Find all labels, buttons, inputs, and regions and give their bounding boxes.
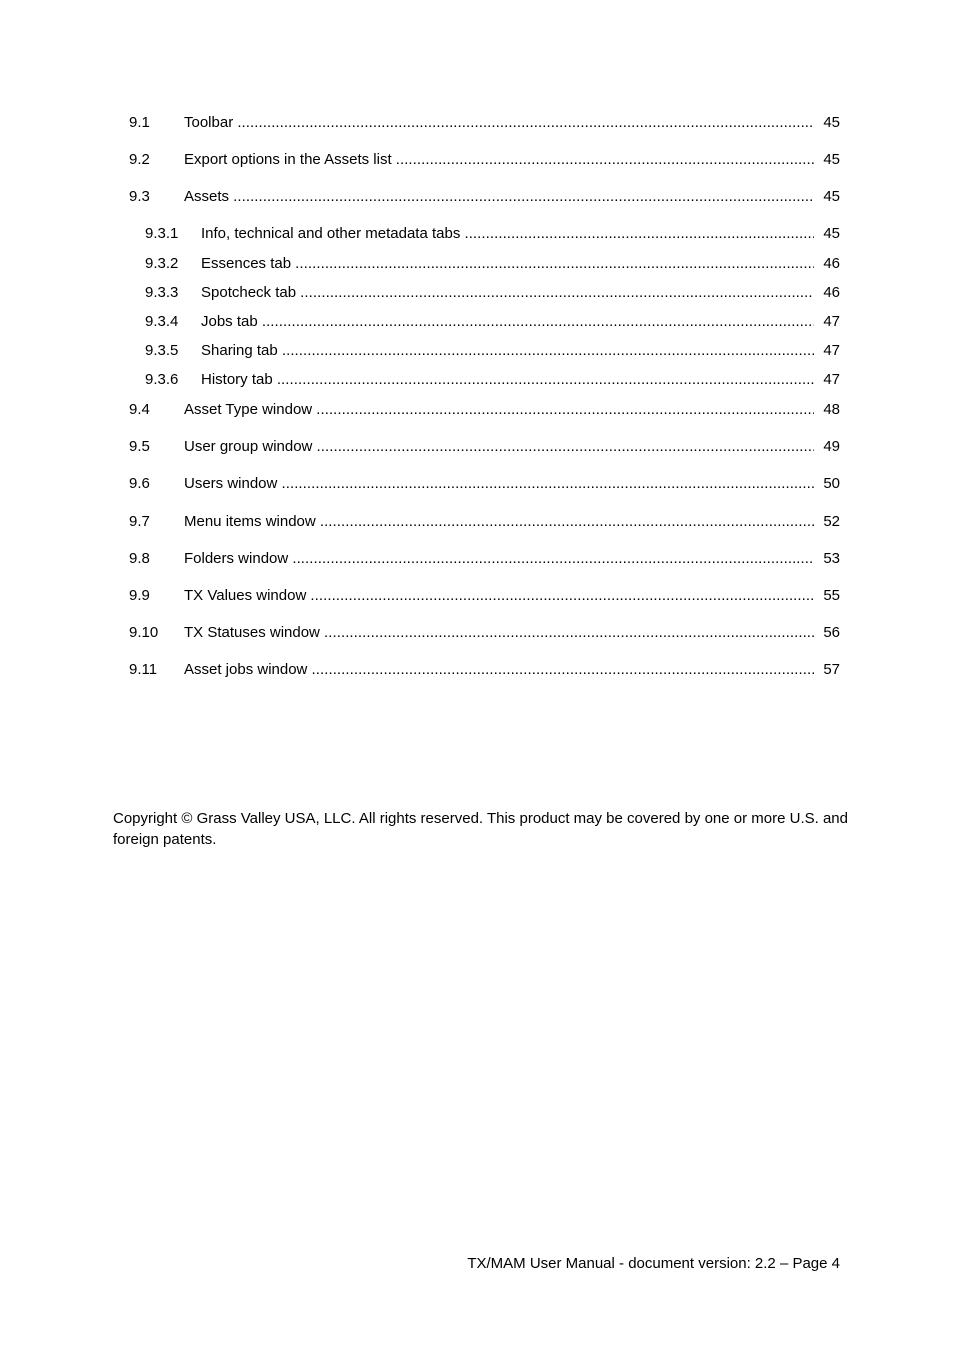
toc-entry-title: TX Statuses window [184, 624, 320, 641]
toc-entry-number: 9.4 [129, 401, 150, 418]
toc-entry-title: User group window [184, 438, 313, 455]
toc-leader-dots [275, 371, 814, 388]
toc-leader-dots [318, 513, 814, 530]
toc-entry-9-3-1[interactable] [145, 224, 840, 244]
toc-entry-title: Export options in the Assets list [184, 151, 392, 168]
toc-leader-dots [280, 342, 814, 359]
toc-entry-number: 9.3.2 [145, 255, 179, 272]
toc-leader-dots [231, 188, 814, 205]
toc-entry-9-3[interactable] [129, 187, 840, 207]
toc-entry-page: 45 [823, 151, 840, 168]
toc-entry-number: 9.7 [129, 513, 150, 530]
toc-entry-number: 9.1 [129, 114, 150, 131]
toc-entry-number: 9.10 [129, 624, 159, 641]
toc-entry-page: 49 [823, 438, 840, 455]
toc-entry-title: TX Values window [184, 587, 307, 604]
toc-entry-page: 47 [823, 313, 840, 330]
toc-leader-dots [322, 624, 814, 641]
toc-entry-number: 9.5 [129, 438, 150, 455]
toc-entry-page: 46 [823, 284, 840, 301]
toc-entry-page: 47 [823, 342, 840, 359]
toc-entry-title: History tab [201, 371, 273, 388]
toc-leader-dots [290, 550, 814, 567]
toc-entry-number: 9.3 [129, 188, 150, 205]
toc-entry-9-10[interactable] [129, 623, 840, 643]
toc-entry-page: 50 [823, 475, 840, 492]
toc-entry-page: 47 [823, 371, 840, 388]
toc-entry-9-11[interactable] [129, 660, 840, 680]
toc-entry-title: Asset jobs window [184, 661, 308, 678]
toc-entry-page: 46 [823, 255, 840, 272]
toc-entry-page: 55 [823, 587, 840, 604]
toc-leader-dots [462, 225, 814, 242]
toc-entry-page: 48 [823, 401, 840, 418]
toc-entry-number: 9.2 [129, 151, 150, 168]
toc-entry-title: Toolbar [184, 114, 234, 131]
toc-entry-number: 9.3.1 [145, 225, 179, 242]
toc-entry-title: Folders window [184, 550, 289, 567]
page-footer: TX/MAM User Manual - document version: 2.2 – Page 4 [467, 1255, 840, 1272]
toc-entry-9-3-2[interactable] [145, 254, 840, 274]
toc-entry-9-8[interactable] [129, 549, 840, 569]
toc-entry-number: 9.8 [129, 550, 150, 567]
toc-leader-dots [314, 401, 814, 418]
toc-entry-number: 9.3.5 [145, 342, 179, 359]
toc-entry-9-6[interactable] [129, 474, 840, 494]
toc-entry-9-9[interactable] [129, 586, 840, 606]
toc-entry-9-3-3[interactable] [145, 283, 840, 303]
toc-leader-dots [308, 587, 814, 604]
toc-leader-dots [298, 284, 814, 301]
toc-entry-title: Essences tab [201, 255, 292, 272]
toc-entry-page: 45 [823, 225, 840, 242]
toc-entry-title: Spotcheck tab [201, 284, 297, 301]
toc-entry-page: 45 [823, 188, 840, 205]
toc-leader-dots [260, 313, 814, 330]
toc-leader-dots [279, 475, 814, 492]
toc-entry-9-1[interactable] [129, 113, 840, 133]
toc-entry-page: 45 [823, 114, 840, 131]
toc-entry-9-7[interactable] [129, 512, 840, 532]
toc-entry-title: Menu items window [184, 513, 316, 530]
toc-entry-title: Info, technical and other metadata tabs [201, 225, 461, 242]
toc-leader-dots [394, 151, 814, 168]
toc-entry-title: Users window [184, 475, 278, 492]
toc-leader-dots [235, 114, 814, 131]
toc-entry-9-3-6[interactable] [145, 370, 840, 390]
toc-leader-dots [293, 255, 814, 272]
toc-leader-dots [314, 438, 814, 455]
toc-leader-dots [309, 661, 814, 678]
toc-entry-9-4[interactable] [129, 400, 840, 420]
toc-entry-number: 9.6 [129, 475, 150, 492]
toc-entry-page: 52 [823, 513, 840, 530]
toc-entry-number: 9.3.6 [145, 371, 179, 388]
toc-entry-number: 9.3.4 [145, 313, 179, 330]
toc-entry-9-3-4[interactable] [145, 312, 840, 332]
toc-entry-page: 57 [823, 661, 840, 678]
toc-entry-number: 9.9 [129, 587, 150, 604]
toc-entry-number: 9.3.3 [145, 284, 179, 301]
copyright-notice: Copyright © Grass Valley USA, LLC. All rights reserved. This product may be covered by one or more U.S. and foreign patents. [113, 810, 848, 848]
toc-entry-9-2[interactable] [129, 150, 840, 170]
toc-entry-page: 56 [823, 624, 840, 641]
toc-entry-title: Sharing tab [201, 342, 278, 359]
toc-entry-title: Asset Type window [184, 401, 313, 418]
toc-entry-9-3-5[interactable] [145, 341, 840, 361]
toc-entry-9-5[interactable] [129, 437, 840, 457]
toc-entry-number: 9.11 [129, 661, 158, 678]
toc-entry-title: Assets [184, 188, 230, 205]
toc-entry-page: 53 [823, 550, 840, 567]
toc-entry-title: Jobs tab [201, 313, 258, 330]
